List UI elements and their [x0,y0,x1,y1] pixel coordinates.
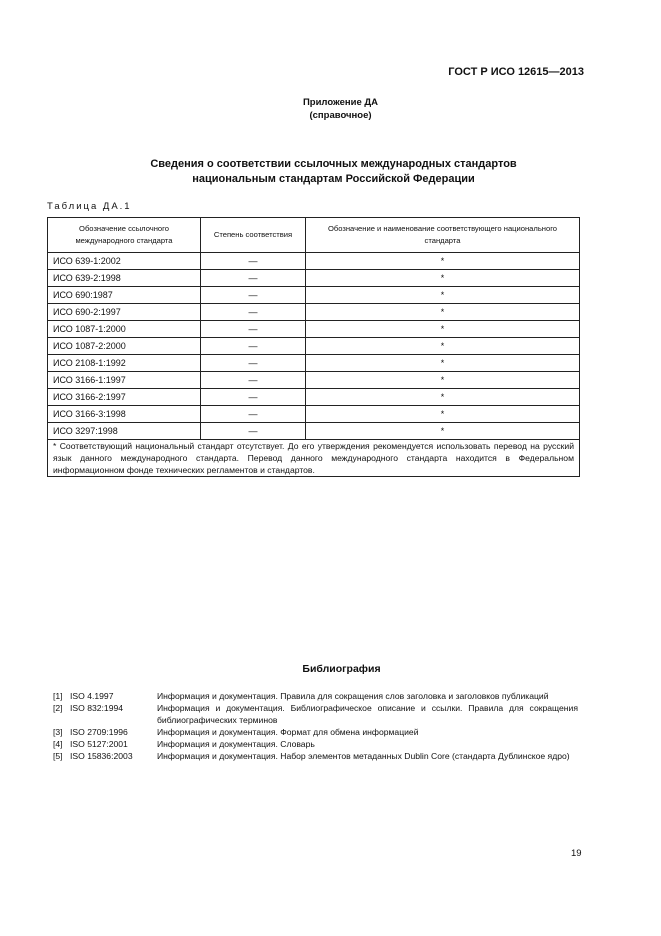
cell-degree: — [201,321,306,338]
bibliography-title [0,663,661,675]
bib-text: Информация и документация. Библиографическое описание и ссылки. Правила для сокращения библиографических терминов [157,703,578,725]
bib-code: ISO 4.1997 [70,691,114,701]
list-item [53,750,578,762]
bibliography-title-text: Библиография [302,663,381,675]
cell-national: * [306,372,580,389]
table-row [48,423,580,440]
table-row [48,338,580,355]
cell-degree: — [201,304,306,321]
cell-national: * [306,287,580,304]
table-row [48,406,580,423]
cell-standard: ИСО 3297:1998 [48,423,201,440]
bibliography-list [53,690,578,762]
table-row [48,321,580,338]
table-caption: Таблица ДА.1 [47,201,132,212]
bib-number: [4] [53,739,63,749]
list-item [53,690,578,702]
appendix-heading [0,96,661,122]
cell-standard: ИСО 3166-3:1998 [48,406,201,423]
bib-number: [2] [53,703,63,713]
page-number: 19 [571,848,582,859]
section-title-line-1: Сведения о соответствии ссылочных международных стандартов [150,158,517,170]
cell-standard: ИСО 2108-1:1992 [48,355,201,372]
document-code: ГОСТ Р ИСО 12615—2013 [448,66,584,78]
bib-code: ISO 15836:2003 [70,751,133,761]
cell-national: * [306,304,580,321]
column-header-international-standard: Обозначение ссылочного международного стандарта [48,218,201,253]
bib-number: [3] [53,727,63,737]
cell-national: * [306,406,580,423]
section-title-line-2: национальным стандартам Российской Федерации [192,173,475,185]
cell-degree: — [201,287,306,304]
cell-degree: — [201,338,306,355]
appendix-subtitle: (справочное) [309,110,372,121]
table-row [48,372,580,389]
cell-standard: ИСО 1087-2:2000 [48,338,201,355]
table-row [48,355,580,372]
cell-standard: ИСО 690-2:1997 [48,304,201,321]
column-header-degree: Степень соответствия [201,218,306,253]
bib-text: Информация и документация. Набор элементов метаданных Dublin Core (стандарта Дублинское ядро) [157,751,570,761]
cell-degree: — [201,423,306,440]
column-header-national-standard: Обозначение и наименование соответствующего национального стандарта [306,218,580,253]
cell-standard: ИСО 1087-1:2000 [48,321,201,338]
bib-code: ISO 2709:1996 [70,727,128,737]
cell-national: * [306,253,580,270]
bib-text: Информация и документация. Словарь [157,739,315,749]
section-title [0,157,661,187]
cell-standard: ИСО 3166-1:1997 [48,372,201,389]
bib-text: Информация и документация. Формат для обмена информацией [157,727,419,737]
table-row [48,304,580,321]
cell-standard: ИСО 690:1987 [48,287,201,304]
cell-degree: — [201,270,306,287]
cell-national: * [306,338,580,355]
bib-text: Информация и документация. Правила для сокращения слов заголовка и заголовков публикаций [157,691,549,701]
bib-number: [5] [53,751,63,761]
table-row [48,389,580,406]
bib-code: ISO 5127:2001 [70,739,128,749]
appendix-title: Приложение ДА [302,97,379,108]
table-footnote-row [48,440,580,477]
bib-number: [1] [53,691,63,701]
cell-degree: — [201,389,306,406]
cell-national: * [306,321,580,338]
table-row [48,270,580,287]
list-item [53,702,578,726]
cell-degree: — [201,355,306,372]
bib-code: ISO 832:1994 [70,703,124,713]
cell-standard: ИСО 3166-2:1997 [48,389,201,406]
table-row [48,253,580,270]
cell-standard: ИСО 639-2:1998 [48,270,201,287]
cell-degree: — [201,406,306,423]
correspondence-table [47,217,580,477]
list-item [53,738,578,750]
list-item [53,726,578,738]
cell-degree: — [201,372,306,389]
cell-national: * [306,355,580,372]
table-footnote: * Соответствующий национальный стандарт отсутствует. До его утверждения рекомендуется использовать перевод на русский язык данного международного стандарта. Перевод данного международного стандарта находится в Федеральном информационном фонде технических регламентов и стандартов. [48,440,580,477]
cell-national: * [306,423,580,440]
cell-degree: — [201,253,306,270]
table-row [48,287,580,304]
table-header-row [48,218,580,253]
cell-standard: ИСО 639-1:2002 [48,253,201,270]
cell-national: * [306,270,580,287]
cell-national: * [306,389,580,406]
